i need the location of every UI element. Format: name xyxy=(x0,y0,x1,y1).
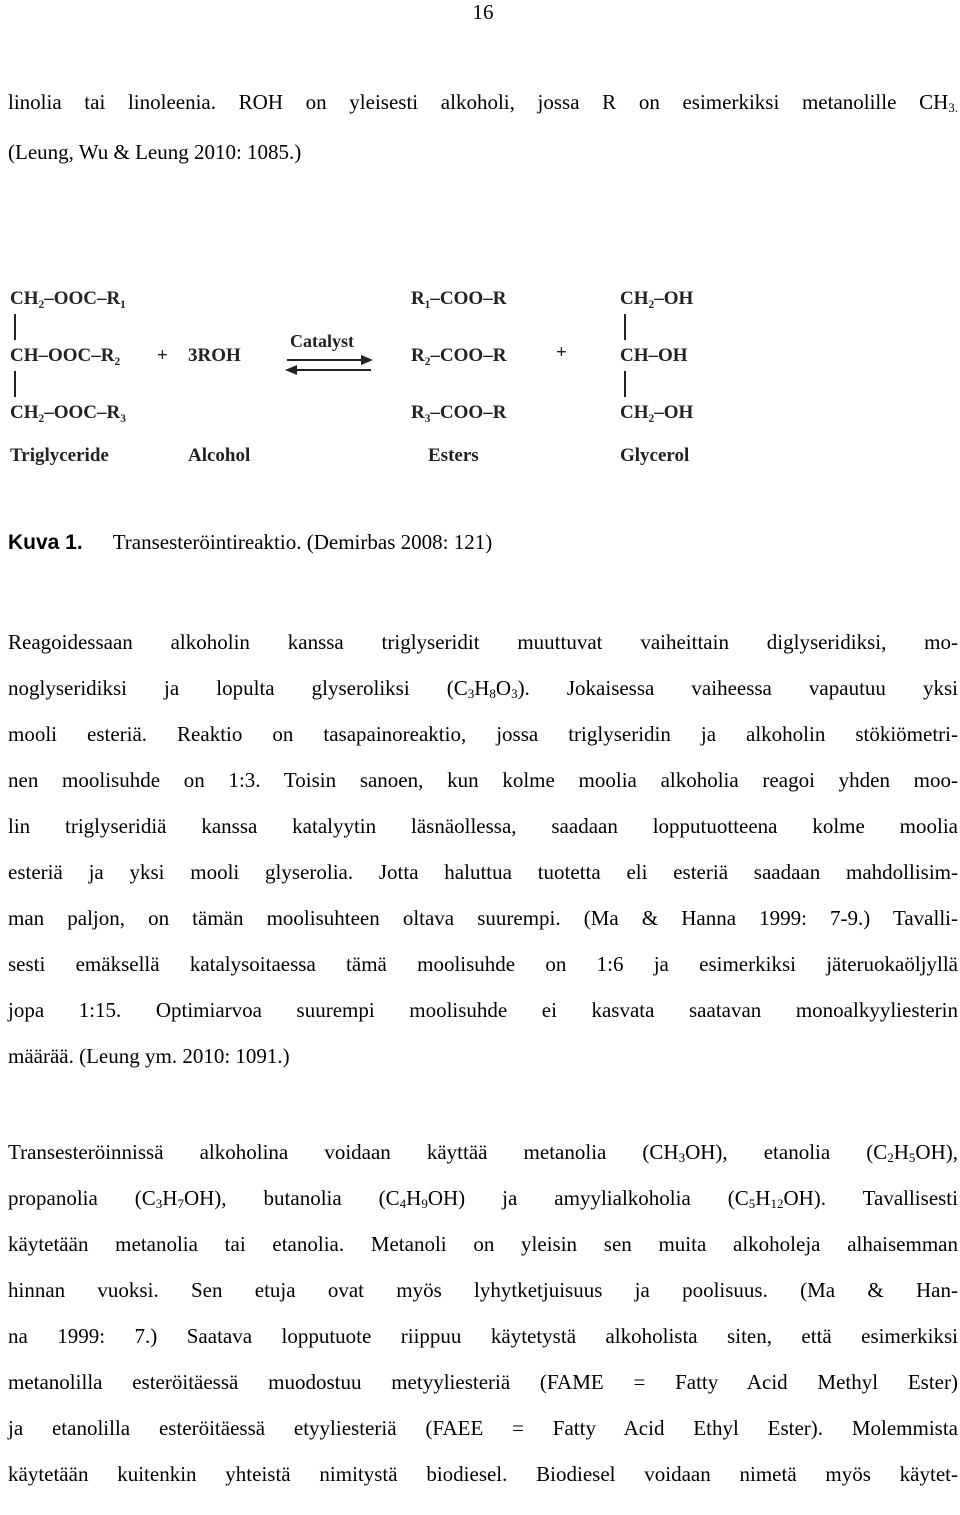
paragraph-2-line: käytetään metanolia tai etanolia. Metanoli on yleisin sen muita alkoholeja alhaisemman xyxy=(8,1232,958,1256)
transesterification-figure xyxy=(0,280,720,480)
paragraph-1-line: sesti emäksellä katalysoitaessa tämä moolisuhde on 1:6 ja esimerkiksi jäteruokaöljyllä xyxy=(8,952,958,976)
paragraph-1-line: mooli esteriä. Reaktio on tasapainoreaktio, jossa triglyseridin ja alkoholin stökiömetri- xyxy=(8,722,958,746)
paragraph-2-line: ja etanolilla esteröitäessä etyyliesteriä (FAEE = Fatty Acid Ethyl Ester). Molemmista xyxy=(8,1416,958,1440)
paragraph-1-line: jopa 1:15. Optimiarvoa suurempi moolisuhde ei kasvata saatavan monoalkyyliesterin xyxy=(8,998,958,1022)
glycerol-label: Glycerol xyxy=(620,445,690,466)
equilibrium-arrows xyxy=(283,354,375,376)
plus-sign: + xyxy=(157,345,168,366)
triglyceride-line-1: CH₂–OOC–R₁ xyxy=(10,288,126,309)
glycerol-line-2: CH–OH xyxy=(620,345,688,366)
figure-caption xyxy=(8,530,492,555)
catalyst-label: Catalyst xyxy=(290,331,354,351)
glycerol-line-3: CH₂–OH xyxy=(620,402,694,423)
paragraph-2-line: propanolia $(C_3H_7OH)$, butanolia $(C_4H_9OH)$ ja amyylialkoholia $(C_5H_{12}OH)$. Tavallisesti xyxy=(8,1186,958,1211)
page-number: 16 xyxy=(472,0,494,24)
intro-line-2: (Leung, Wu & Leung 2010: 1085.) xyxy=(8,140,302,164)
caption-label: Kuva 1. xyxy=(8,531,83,554)
paragraph-2-line: hinnan vuoksi. Sen etuja ovat myös lyhytketjuisuus ja poolisuus. (Ma & Han- xyxy=(8,1278,958,1302)
paragraph-2-line: käytetään kuitenkin yhteistä nimitystä biodiesel. Biodiesel voidaan nimetä myös käytet- xyxy=(8,1462,958,1486)
bond-line xyxy=(624,371,626,397)
triglyceride-label: Triglyceride xyxy=(10,445,109,466)
paragraph-1-line: man paljon, on tämän moolisuhteen oltava suurempi. (Ma & Hanna 1999: 7-9.) Tavalli- xyxy=(8,906,958,930)
paragraph-2-line: na 1999: 7.) Saatava lopputuote riippuu käytetystä alkoholista siten, että esimerkiksi xyxy=(8,1324,958,1348)
caption-text: Transesteröintireaktio. (Demirbas 2008: 121) xyxy=(112,530,493,554)
paragraph-1-line: määrää. (Leung ym. 2010: 1091.) xyxy=(8,1044,290,1068)
intro-line-1: linolia tai linoleenia. ROH on yleisesti alkoholi, jossa R on esimerkiksi metanolille $CH_{3.}$ xyxy=(8,90,958,115)
esters-label: Esters xyxy=(428,445,479,466)
triglyceride-line-2: CH–OOC–R₂ xyxy=(10,345,121,366)
alcohol-formula: 3ROH xyxy=(188,345,241,366)
paragraph-1-line: nen moolisuhde on 1:3. Toisin sanoen, kun kolme moolia alkoholia reagoi yhden moo- xyxy=(8,768,958,792)
bond-line xyxy=(624,314,626,340)
ester-line-1: R₁–COO–R xyxy=(411,288,507,309)
ester-line-2: R₂–COO–R xyxy=(411,345,507,366)
paragraph-2-line: Transesteröinnissä alkoholina voidaan käyttää metanolia $(CH_3OH)$, etanolia $(C_2H_5OH)$, xyxy=(8,1140,958,1165)
bond-line xyxy=(14,371,16,397)
paragraph-1-line: lin triglyseridiä kanssa katalyytin läsnäollessa, saadaan lopputuotteena kolme moolia xyxy=(8,814,958,838)
ester-line-3: R₃–COO–R xyxy=(411,402,507,423)
paragraph-1-line: noglyseridiksi ja lopulta glyseroliksi $(C_3H_8O_3)$. Jokaisessa vaiheessa vapautuu yksi xyxy=(8,676,958,701)
glycerol-line-1: CH₂–OH xyxy=(620,288,694,309)
paragraph-1-line: esteriä ja yksi mooli glyserolia. Jotta haluttua tuotetta eli esteriä saadaan mahdollisim- xyxy=(8,860,958,884)
paragraph-1-line: Reagoidessaan alkoholin kanssa triglyseridit muuttuvat vaiheittain diglyseridiksi, mo- xyxy=(8,630,958,654)
paragraph-2-line: metanolilla esteröitäessä muodostuu metyyliesteriä (FAME = Fatty Acid Methyl Ester) xyxy=(8,1370,958,1394)
bond-line xyxy=(14,314,16,340)
plus-sign: + xyxy=(556,342,567,363)
alcohol-label: Alcohol xyxy=(188,445,251,466)
triglyceride-line-3: CH₂–OOC–R₃ xyxy=(10,402,126,423)
